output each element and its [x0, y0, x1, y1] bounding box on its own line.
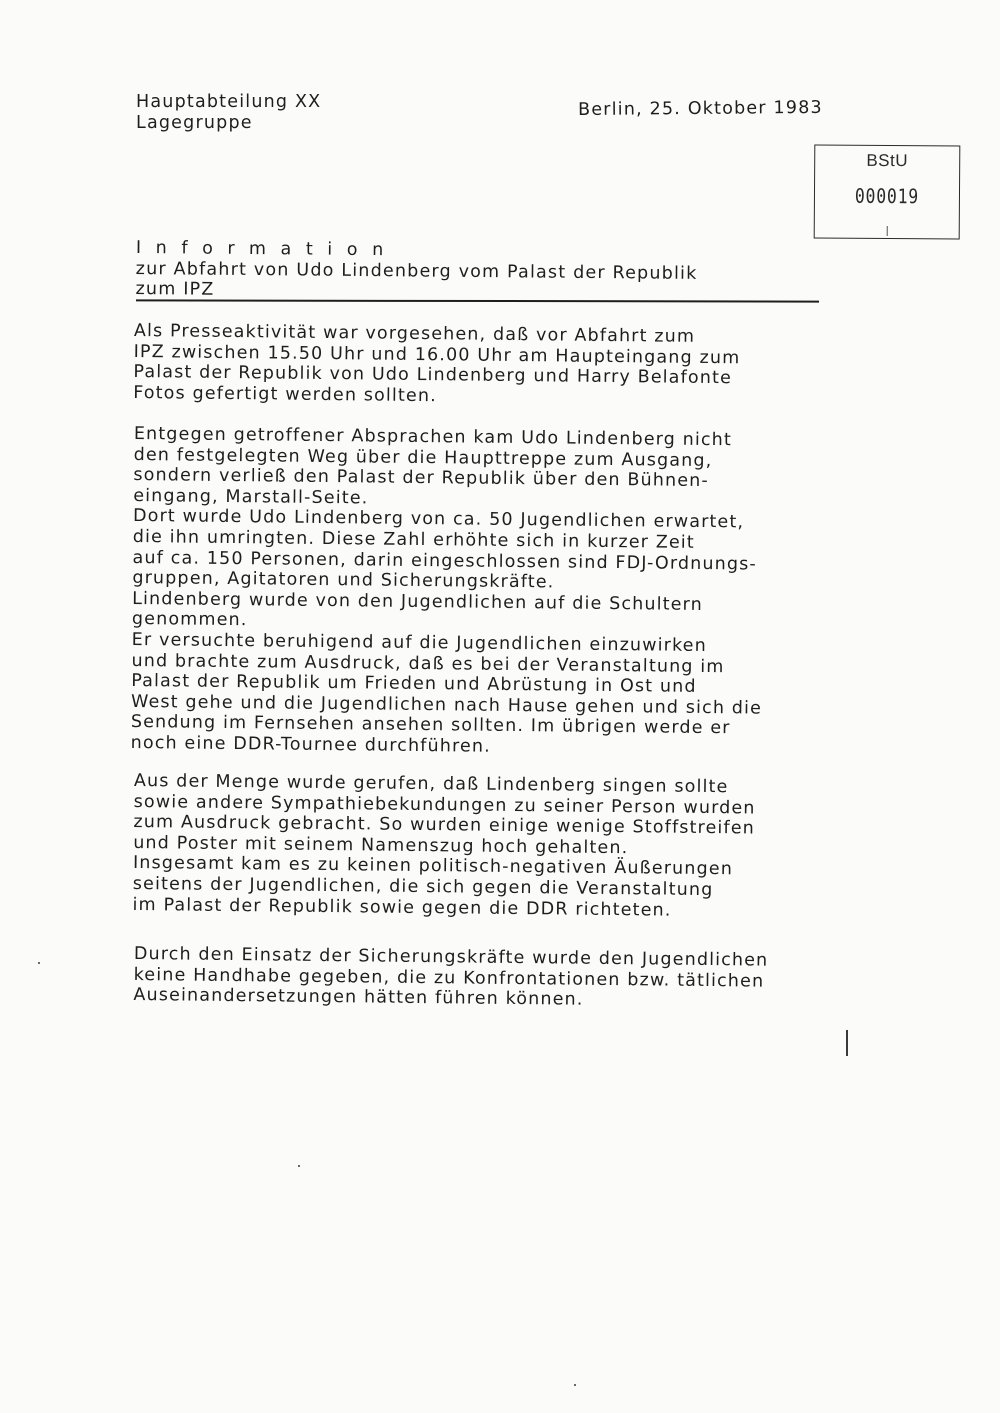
text-line: Lindenberg wurde von den Jugendlichen auf die Schultern: [132, 588, 703, 615]
text-line: sowie andere Sympathiebekundungen zu seiner Person wurden: [133, 791, 756, 819]
paper-speck: [574, 1384, 576, 1386]
stamp-tick-mark: [887, 226, 888, 236]
text-line: Palast der Republik um Frieden und Abrüstung in Ost und: [131, 671, 697, 698]
text-line: West gehe und die Jugendlichen nach Hause gehen und sich die: [130, 691, 763, 719]
heading-subtitle-line-1: zur Abfahrt von Udo Lindenberg vom Palast der Republik: [135, 258, 698, 284]
text-line: Er versuchte beruhigend auf die Jugendlichen einzuwirken: [131, 629, 707, 656]
paragraph-security-forces: [133, 944, 768, 1012]
text-line: Auseinandersetzungen hätten führen können.: [133, 985, 584, 1010]
text-line: auf ca. 150 Personen, darin eingeschlossen sind FDJ-Ordnungs-: [132, 547, 757, 575]
text-line: Als Presseaktivität war vorgesehen, daß vor Abfahrt zum: [133, 321, 696, 347]
margin-pen-mark: [846, 1030, 848, 1056]
text-line: noch eine DDR-Tournee durchführen.: [130, 732, 491, 757]
department-block: [136, 92, 321, 133]
text-line: gruppen, Agitatoren und Sicherungskräfte.: [132, 568, 555, 593]
archive-stamp: [814, 144, 961, 239]
text-line: seitens der Jugendlichen, die sich gegen die Veranstaltung: [132, 873, 714, 901]
text-line: die ihn umringten. Diese Zahl erhöhte sich in kurzer Zeit: [132, 526, 695, 553]
text-line: eingang, Marstall-Seite.: [133, 485, 369, 509]
text-line: und Poster mit seinem Namenszug hoch gehalten.: [133, 832, 629, 858]
text-line: Durch den Einsatz der Sicherungskräfte wurde den Jugendlichen: [133, 944, 769, 971]
heading-title: Information: [135, 238, 398, 261]
text-line: keine Handhabe gegeben, die zu Konfrontationen bzw. tätlichen: [133, 964, 765, 992]
text-line: Dort wurde Udo Lindenberg von ca. 50 Jugendlichen erwartet,: [132, 506, 745, 533]
text-line: Insgesamt kam es zu keinen politisch-negativen Äußerungen: [132, 853, 734, 880]
paper-speck: [298, 1165, 300, 1167]
text-line: zum Ausdruck gebracht. So wurden einige wenige Stoffstreifen: [133, 812, 756, 839]
text-line: Palast der Republik von Udo Lindenberg und Harry Belafonte: [133, 362, 733, 389]
paragraph-crowd-reaction: [132, 771, 755, 922]
stamp-page-number: 000019: [854, 183, 920, 209]
text-line: sondern verließ den Palast der Republik über den Bühnen-: [133, 465, 710, 492]
heading-subtitle-line-2: zum IPZ: [135, 278, 215, 300]
paragraph-press-activity: [133, 321, 741, 410]
text-line: genommen.: [131, 609, 248, 631]
paragraph-departure-events: [131, 424, 765, 760]
department-name: Hauptabteilung XX: [136, 92, 322, 112]
text-line: den festgelegten Weg über die Haupttreppe zum Ausgang,: [133, 444, 713, 471]
text-line: Sendung im Fernsehen ansehen sollten. Im übrigen werde er: [130, 712, 731, 739]
stamp-title: BStU: [866, 150, 909, 171]
text-line: Aus der Menge wurde gerufen, daß Lindenberg singen sollte: [133, 771, 729, 798]
text-line: Fotos gefertigt werden sollten.: [133, 382, 437, 406]
document-heading: [135, 238, 697, 304]
department-group: Lagegruppe: [136, 112, 253, 133]
paper-speck: [38, 962, 40, 964]
text-line: und brachte zum Ausdruck, daß es bei der Veranstaltung im: [131, 650, 725, 677]
text-line: im Palast der Republik sowie gegen die DDR richteten.: [132, 894, 672, 921]
text-line: IPZ zwischen 15.50 Uhr und 16.00 Uhr am Haupteingang zum: [133, 341, 741, 368]
text-line: Entgegen getroffener Absprachen kam Udo Lindenberg nicht: [133, 424, 733, 451]
place-and-date: Berlin, 25. Oktober 1983: [578, 97, 823, 120]
